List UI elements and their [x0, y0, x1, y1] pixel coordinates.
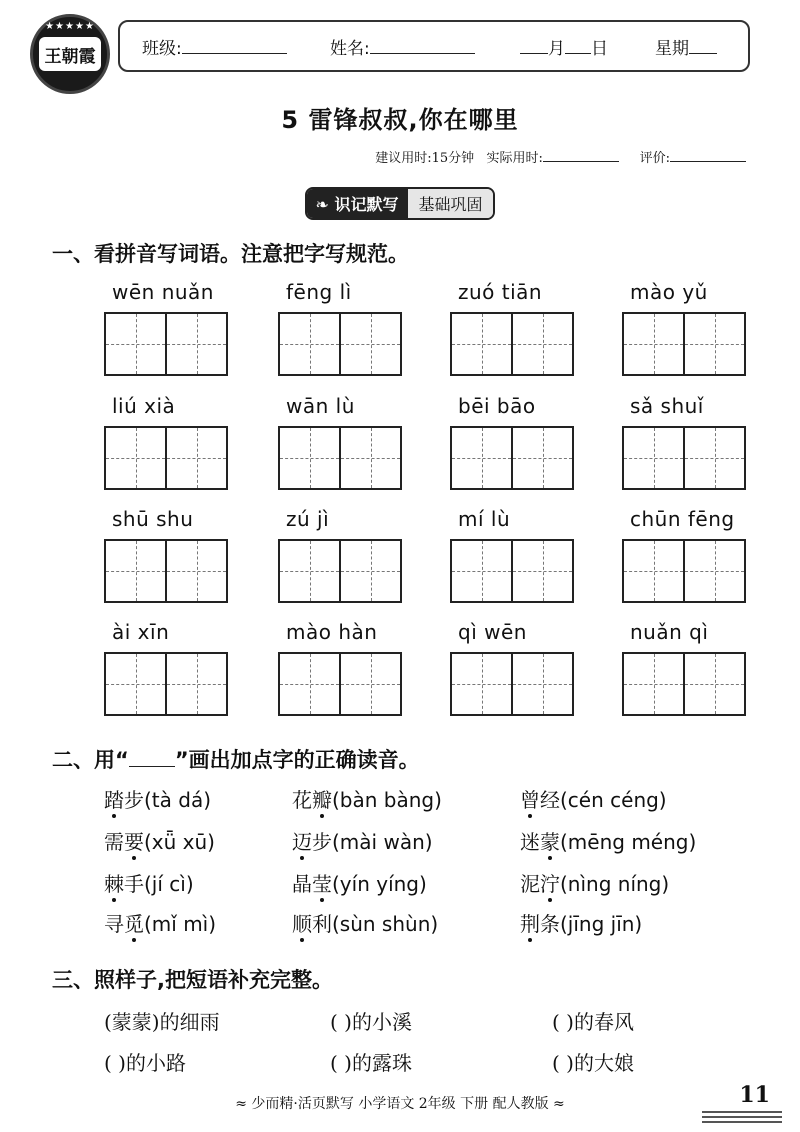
phrase-example: (蒙蒙)的细雨: [104, 1010, 220, 1034]
word-char: 利: [312, 912, 332, 936]
writing-cell[interactable]: [165, 654, 226, 714]
reading-options[interactable]: (mēng méng): [560, 830, 697, 854]
writing-cell[interactable]: [106, 314, 165, 374]
section2-title-pre: 二、用“: [52, 748, 129, 772]
writing-grid[interactable]: [450, 426, 574, 490]
writing-cell[interactable]: [165, 314, 226, 374]
phrase-blank[interactable]: ( )的露珠: [330, 1051, 412, 1075]
word-char: 经: [540, 788, 560, 812]
weekday-label: 星期: [655, 39, 689, 59]
dotted-char: 顺: [292, 912, 312, 936]
writing-grid[interactable]: [622, 539, 746, 603]
writing-cell[interactable]: [683, 541, 744, 601]
writing-cell[interactable]: [106, 654, 165, 714]
dotted-char: 泞: [540, 872, 560, 896]
writing-grid[interactable]: [104, 426, 228, 490]
pinyin-label: wēn nuǎn: [112, 280, 214, 304]
pinyin-label: wān lù: [286, 394, 355, 418]
footer-text: ≈ 少而精·活页默写 小学语文 2年级 下册 配人教版 ≈: [235, 1096, 565, 1112]
reading-options[interactable]: (xǖ xū): [144, 830, 215, 854]
section2-title-post: ”画出加点字的正确读音。: [174, 748, 420, 772]
word-char: 花: [292, 788, 312, 812]
writing-cell[interactable]: [511, 314, 572, 374]
day-label: 日: [591, 39, 608, 59]
dotted-char: 觅: [124, 912, 144, 936]
pinyin-label: sǎ shuǐ: [630, 394, 704, 418]
reading-item: [104, 908, 216, 937]
reading-options[interactable]: (cén céng): [560, 788, 667, 812]
reading-options[interactable]: (mài wàn): [332, 830, 433, 854]
writing-cell[interactable]: [280, 541, 339, 601]
pinyin-label: fēng lì: [286, 280, 352, 304]
reading-item: [520, 826, 696, 855]
writing-grid[interactable]: [104, 539, 228, 603]
pinyin-label: liú xià: [112, 394, 176, 418]
badge-primary: [307, 189, 408, 218]
writing-grid[interactable]: [104, 652, 228, 716]
writing-cell[interactable]: [280, 314, 339, 374]
actual-time-label: 实际用时:: [486, 151, 543, 166]
dotted-char: 荆: [520, 912, 540, 936]
pinyin-label: zuó tiān: [458, 280, 543, 304]
writing-cell[interactable]: [511, 541, 572, 601]
dotted-char: 迈: [292, 830, 312, 854]
writing-cell[interactable]: [339, 314, 400, 374]
pinyin-label: ài xīn: [112, 620, 170, 644]
pinyin-label: bēi bāo: [458, 394, 536, 418]
pinyin-label: zú jì: [286, 507, 330, 531]
writing-grid[interactable]: [278, 312, 402, 376]
reading-item: [292, 908, 438, 937]
actual-time-blank[interactable]: [543, 149, 619, 162]
page-number: 11: [739, 1082, 770, 1108]
writing-cell[interactable]: [511, 654, 572, 714]
word-char: 条: [540, 912, 560, 936]
section1-title: 一、看拼音写词语。注意把字写规范。: [52, 242, 409, 266]
reading-options[interactable]: (tà dá): [144, 788, 212, 812]
reading-options[interactable]: (nìng níng): [560, 872, 670, 896]
pinyin-label: nuǎn qì: [630, 620, 709, 644]
pinyin-label: mào yǔ: [630, 280, 708, 304]
writing-cell[interactable]: [683, 654, 744, 714]
word-char: 寻: [104, 912, 124, 936]
writing-grid[interactable]: [278, 652, 402, 716]
underline-sample: [129, 752, 175, 767]
section2-title: [52, 744, 420, 774]
writing-cell[interactable]: [452, 428, 511, 488]
writing-grid[interactable]: [622, 312, 746, 376]
reading-options[interactable]: (yín yíng): [332, 872, 427, 896]
writing-cell[interactable]: [452, 314, 511, 374]
logo-stars: ★★★★★: [45, 21, 95, 32]
writing-cell[interactable]: [106, 541, 165, 601]
writing-cell[interactable]: [624, 654, 683, 714]
class-blank[interactable]: [182, 39, 287, 54]
writing-cell[interactable]: [339, 541, 400, 601]
day-blank[interactable]: [565, 39, 591, 54]
name-field[interactable]: [330, 34, 475, 59]
badge-secondary: 基础巩固: [408, 189, 492, 218]
section3-title: 三、照样子,把短语补充完整。: [52, 968, 333, 992]
writing-cell[interactable]: [452, 541, 511, 601]
reading-options[interactable]: (mǐ mì): [144, 912, 217, 936]
reading-options[interactable]: (jí cì): [144, 872, 194, 896]
reading-item: [292, 868, 427, 897]
writing-grid[interactable]: [622, 652, 746, 716]
word-char: 需: [104, 830, 124, 854]
word-char: 晶: [292, 872, 312, 896]
writing-cell[interactable]: [165, 541, 226, 601]
writing-cell[interactable]: [339, 428, 400, 488]
dotted-char: 棘: [104, 872, 124, 896]
writing-grid[interactable]: [450, 539, 574, 603]
reading-item: [104, 826, 215, 855]
writing-grid[interactable]: [278, 539, 402, 603]
reading-options[interactable]: (jīng jīn): [560, 912, 643, 936]
timing-row: [375, 147, 746, 166]
pinyin-label: mí lù: [458, 507, 511, 531]
month-label: 月: [548, 39, 565, 59]
pinyin-label: shū shu: [112, 507, 194, 531]
writing-cell[interactable]: [624, 428, 683, 488]
writing-grid[interactable]: [104, 312, 228, 376]
writing-cell[interactable]: [452, 654, 511, 714]
writing-cell[interactable]: [683, 428, 744, 488]
logo-text: 王朝霞: [39, 37, 101, 71]
class-label: 班级:: [142, 39, 182, 59]
section-badge: [0, 187, 800, 220]
reading-options[interactable]: (bàn bàng): [332, 788, 442, 812]
writing-grid[interactable]: [622, 426, 746, 490]
rating-blank[interactable]: [670, 149, 746, 162]
medal-icon: ❧: [315, 195, 329, 214]
reading-options[interactable]: (sùn shùn): [332, 912, 439, 936]
phrase-blank[interactable]: ( )的小溪: [330, 1010, 412, 1034]
dotted-char: 瓣: [312, 788, 332, 812]
date-field[interactable]: [520, 34, 608, 59]
writing-cell[interactable]: [106, 428, 165, 488]
reading-item: [520, 868, 669, 897]
writing-grid[interactable]: [278, 426, 402, 490]
writing-cell[interactable]: [683, 314, 744, 374]
suggested-time: 建议用时:15分钟: [375, 151, 475, 166]
reading-item: [104, 784, 211, 813]
reading-item: [292, 784, 442, 813]
word-char: 步: [124, 788, 144, 812]
name-label: 姓名:: [330, 39, 370, 59]
reading-item: [520, 908, 642, 937]
month-blank[interactable]: [520, 39, 548, 54]
reading-item: [520, 784, 667, 813]
weekday-field[interactable]: [655, 34, 717, 59]
class-field[interactable]: [142, 34, 287, 59]
writing-grid[interactable]: [450, 312, 574, 376]
pinyin-label: mào hàn: [286, 620, 378, 644]
writing-cell[interactable]: [624, 541, 683, 601]
phrase-blank[interactable]: ( )的春风: [552, 1010, 634, 1034]
weekday-blank[interactable]: [689, 39, 717, 54]
dotted-char: 踏: [104, 788, 124, 812]
writing-cell[interactable]: [624, 314, 683, 374]
word-char: 手: [124, 872, 144, 896]
reading-item: [292, 826, 433, 855]
writing-cell[interactable]: [165, 428, 226, 488]
dotted-char: 要: [124, 830, 144, 854]
writing-grid[interactable]: [450, 652, 574, 716]
writing-cell[interactable]: [339, 654, 400, 714]
wave-decoration: [702, 1108, 782, 1126]
dotted-char: 莹: [312, 872, 332, 896]
rating-label: 评价:: [639, 151, 670, 166]
word-char: 步: [312, 830, 332, 854]
word-char: 泥: [520, 872, 540, 896]
reading-item: [104, 868, 194, 897]
phrase-blank[interactable]: ( )的小路: [104, 1051, 186, 1075]
dotted-char: 曾: [520, 788, 540, 812]
name-blank[interactable]: [370, 39, 475, 54]
writing-cell[interactable]: [511, 428, 572, 488]
dotted-char: 蒙: [540, 830, 560, 854]
writing-cell[interactable]: [280, 428, 339, 488]
phrase-blank[interactable]: ( )的大娘: [552, 1051, 634, 1075]
word-char: 迷: [520, 830, 540, 854]
writing-cell[interactable]: [280, 654, 339, 714]
pinyin-label: chūn fēng: [630, 507, 735, 531]
lesson-title: 5 雷锋叔叔,你在哪里: [281, 106, 519, 134]
badge-primary-label: 识记默写: [334, 195, 399, 214]
pinyin-label: qì wēn: [458, 620, 527, 644]
publisher-logo: [30, 14, 110, 94]
